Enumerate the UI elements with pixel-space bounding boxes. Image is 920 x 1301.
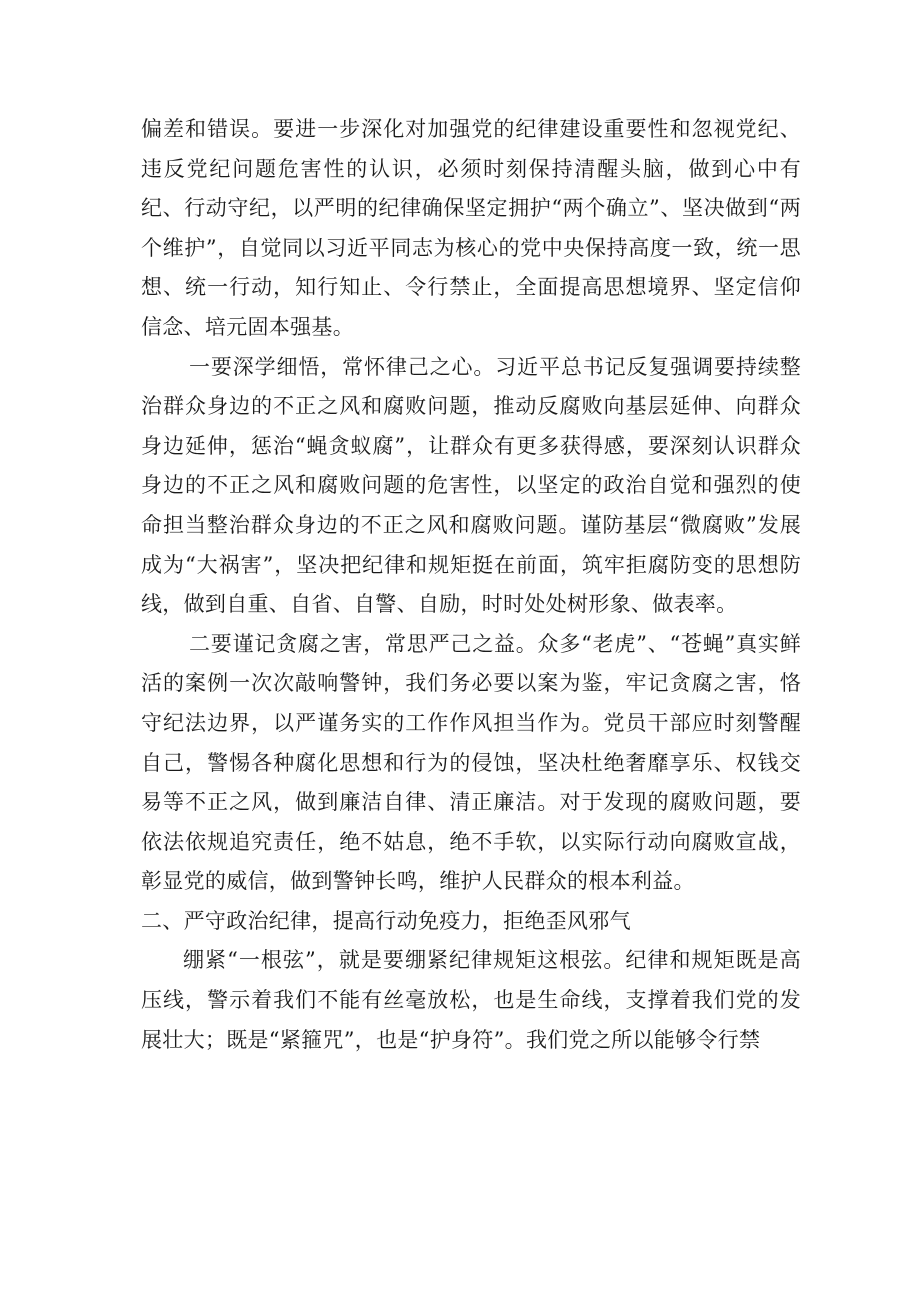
document-body	[141, 110, 801, 1060]
section-heading: 二、严守政治纪律，提高行动免疫力，拒绝歪风邪气	[141, 908, 631, 933]
paragraph-self-discipline: 一要深学细悟，常怀律己之心。习近平总书记反复强调要持续整治群众身边的不正之风和腐败问题，推动反腐败向基层延伸、向群众身边延伸，惩治“蝇贪蚁腐”，让群众有更多获得感，要深刻认识群众身边的不正之风和腐败问题的危害性，以坚定的政治自觉和强烈的使命担当整治群众身边的不正之风和腐败问题。谨防基层“微腐败”发展成为“大祸害”，坚决把纪律和规矩挺在前面，筑牢拒腐防变的思想防线，做到自重、自省、自警、自励，时时处处树形象、做表率。	[141, 354, 801, 617]
paragraph-corruption-harm: 二要谨记贪腐之害，常思严己之益。众多“老虎”、“苍蝇”真实鲜活的案例一次次敲响警钟，我们务必要以案为鉴，牢记贪腐之害，恪守纪法边界，以严谨务实的工作作风担当作为。党员干部应时刻警醒自己，警惕各种腐化思想和行为的侵蚀，坚决杜绝奢靡享乐、权钱交易等不正之风，做到廉洁自律、清正廉洁。对于发现的腐败问题，要依法依规追究责任，绝不姑息，绝不手软，以实际行动向腐败宣战，彰显党的威信，做到警钟长鸣，维护人民群众的根本利益。	[141, 631, 801, 894]
paragraph-discipline-string: 绷紧“一根弦”，就是要绷紧纪律规矩这根弦。纪律和规矩既是高压线，警示着我们不能有丝毫放松，也是生命线，支撑着我们党的发展壮大；既是“紧箍咒”，也是“护身符”。我们党之所以能够令行禁	[141, 948, 801, 1052]
paragraph-continuation: 偏差和错误。要进一步深化对加强党的纪律建设重要性和忽视党纪、违反党纪问题危害性的认识，必须时刻保持清醒头脑，做到心中有纪、行动守纪，以严明的纪律确保坚定拥护“两个确立”、坚决做到“两个维护”，自觉同以习近平同志为核心的党中央保持高度一致，统一思想、统一行动，知行知止、令行禁止，全面提高思想境界、坚定信仰信念、培元固本强基。	[141, 117, 801, 339]
